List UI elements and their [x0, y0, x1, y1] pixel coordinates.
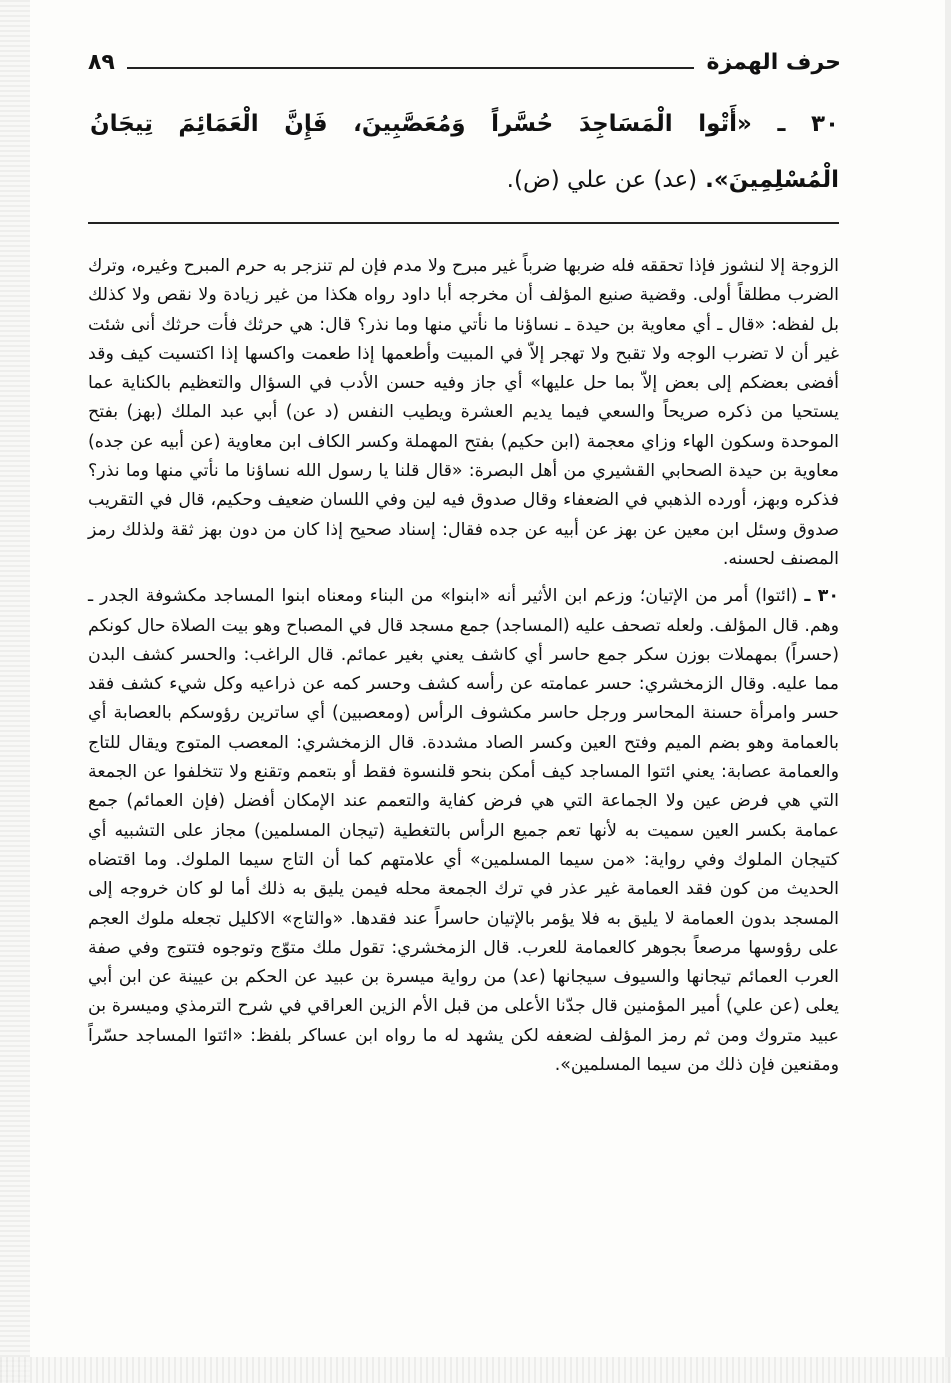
- paragraph-number: ٣٠ ـ: [804, 586, 840, 607]
- hadith-source: (عد) عن علي (ض).: [506, 167, 698, 193]
- commentary-paragraph: [88, 582, 839, 1080]
- commentary-paragraph: الزوجة إلا لنشوز فإذا تحققه فله ضربها ضرباً غير مبرح ولا مدم فإن لم تنزجر به حرم المبرح وغيره، وترك الضرب مطلقاً أولى. وقضية صنيع المؤلف أن مخرجه أبا داود رواه هكذا من غير زيادة ولا نقص ولا كذلك بل لفظه: «قال ـ أي معاوية بن حيدة ـ نساؤنا ما نأتي منها وما نذر؟ قال: هي حرثك فأت حرثك أنى شئت غير أن لا تضرب الوجه ولا تقبح ولا تهجر إلاّ في المبيت وأطعمها إذا طعمت واكسها إذا اكتسيت كيف وقد أفضى بعضكم إلى بعض إلاّ بما حل عليها» أي جاز وفيه حسن الأدب في السؤال والتعظيم بالكناية عما يستحيا من ذكره صريحاً والسعي فيما يديم العشرة ويطيب النفس (د عن) أبي عبد الملك (بهز) بفتح الموحدة وسكون الهاء وزاي معجمة (ابن حكيم) بفتح المهملة وكسر الكاف ابن معاوية (عن أبيه عن جده) معاوية بن حيدة الصحابي القشيري من أهل البصرة: «قال قلنا يا رسول الله نساؤنا ما نأتي منها وما نذر؟ فذكره وبهز، أورده الذهبي في الضعفاء وقال صدوق فيه لين وفي اللسان ضعيف وحكيم، قال في التقريب صدوق وسئل ابن معين عن بهز عن أبيه عن جده فقال: إسناد صحيح إذا كان من دون بهز ثقة ولذلك رمز المصنف لحسنه.: [88, 256, 839, 569]
- hadith-text: [90, 96, 839, 208]
- header-rule: [127, 67, 695, 69]
- running-header: [88, 42, 841, 82]
- hadith-number: ٣٠ ـ: [777, 111, 840, 137]
- section-divider: [88, 222, 839, 224]
- paragraph-body: (ائتوا) أمر من الإتيان؛ وزعم ابن الأثير أنه «ابنوا» من البناء ومعناه ابنوا المساجد مكشوفة الجدر ـ وهم. قال المؤلف. ولعله تصحف عليه (المساجد) جمع مسجد قال في المصباح وهو بيت الصلاة حال كونكم (حسراً) بمهملات بوزن سكر جمع حاسر أي كاشف يعني بغير عمائم. قال الراغب: والحسر كشف البدن مما عليه. وقال الزمخشري: حسر عمامته عن رأسه كشف وحسر كمه عن ذراعيه وكل شيء كشف فقد حسر وامرأة حسنة المحاسر ورجل حاسر مكشوف الرأس (ومعصبين) أي ساترين رؤوسكم بالعصابة أي بالعمامة وهو بضم الميم وفتح العين وكسر الصاد مشددة. قال الزمخشري: المعصب المتوج ويقال للتاج والعمامة عصابة: يعني ائتوا المساجد كيف أمكن بنحو قلنسوة فقط أو بتعمم وتقنع ولا تتخلفوا عن الجمعة التي هي فرض عين ولا الجماعة التي هي فرض كفاية والتعمم عند الإمكان أفضل (فإن العمائم) جمع عمامة بكسر العين سميت به لأنها تعم جميع الرأس بالتغطية (تيجان المسلمين) مجاز على التشبيه أي كتيجان الملوك وفي رواية: «من سيما المسلمين» أي علامتهم كما أن التاج سيما الملوك. وما اقتضاه الحديث من كون فقد العمامة غير عذر في ترك الجمعة محله فيمن يليق به ذلك أما لو كان خروجه إلى المسجد بدون العمامة لا يليق به فلا يؤمر بالإتيان حاسراً عند فقدها. «والتاج» الاكليل تجعله ملوك العجم على رؤوسها مرصعاً بجوهر كالعمامة للعرب. قال الزمخشري: تقول ملك متوّج وتوجوه فتتوج وفي صفة العرب العمائم تيجانها والسيوف سيجانها (عد) من رواية ميسرة بن عبيد عن الحكم بن عيينة عن ابن أبي يعلى (عن علي) أمير المؤمنين قال جدّنا الأعلى من قبل الأم الزين العراقي في شرح الترمذي وميسرة بن عبيد متروك ومن ثم رمز المؤلف لضعفه لكن يشهد له ما رواه ابن عساكر بلفظ: «ائتوا المساجد حسّراً ومقنعين فإن ذلك من سيما المسلمين».: [88, 586, 839, 1076]
- scan-edge-left: [0, 0, 30, 1383]
- scan-edge-bottom: [0, 1357, 951, 1383]
- page-number: ٨٩: [88, 49, 115, 75]
- scan-edge-right: [945, 0, 951, 1383]
- chapter-title: حرف الهمزة: [706, 49, 841, 75]
- commentary: [88, 252, 839, 1080]
- hadith-body: «أَتْوا الْمَسَاجِدَ حُسَّراً وَمُعَصَّبِينَ، فَإِنَّ الْعَمَائِمَ تِيجَانُ الْمُسْلِمِينَ».: [90, 111, 839, 193]
